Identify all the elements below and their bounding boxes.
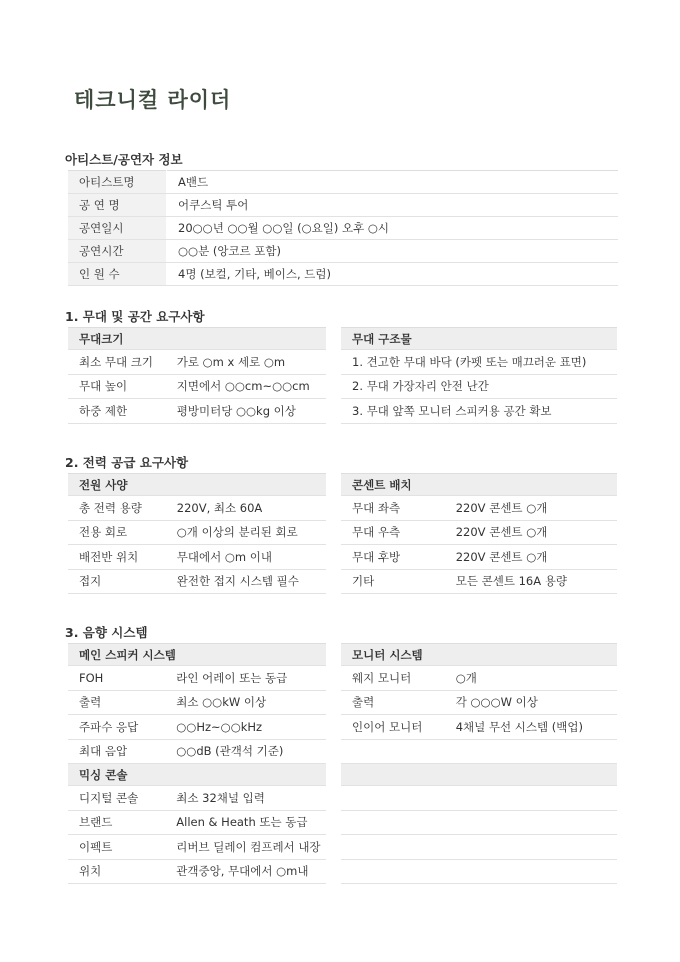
table-row <box>68 399 326 424</box>
row-value: 20○○년 ○○월 ○○일 (○요일) 오후 ○시 <box>167 217 619 240</box>
table-row <box>68 739 326 764</box>
row-value: ○○Hz~○○kHz <box>165 715 326 740</box>
row-value: ○개 이상의 분리된 회로 <box>165 520 326 545</box>
row-label: 인이어 모니터 <box>341 715 444 740</box>
table-row <box>341 666 617 691</box>
stage-structure-table <box>341 327 617 424</box>
table-row <box>68 810 326 835</box>
table-header-row <box>68 644 326 666</box>
row-label: 최대 음압 <box>68 739 165 764</box>
row-label: 무대 후방 <box>341 545 444 570</box>
sound-heading: 3. 음향 시스템 <box>65 625 148 640</box>
table-row <box>341 786 617 811</box>
row-value: 리버브 딜레이 컴프레서 내장 <box>165 835 326 860</box>
table-row <box>68 263 618 286</box>
artist-info-table <box>68 170 618 286</box>
table-header: 무대 구조물 <box>341 328 617 350</box>
stage-heading: 1. 무대 및 공간 요구사항 <box>65 309 205 324</box>
row-value: 220V 콘센트 ○개 <box>444 496 617 521</box>
table-row <box>341 569 617 594</box>
document-title: 테크니컬 라이더 <box>74 88 232 112</box>
row-label: 주파수 응답 <box>68 715 165 740</box>
table-header: 믹싱 콘솔 <box>68 764 326 786</box>
row-label: 위치 <box>68 859 165 884</box>
table-row <box>341 739 617 764</box>
table-header-row <box>68 328 326 350</box>
row-label: 공연시간 <box>68 240 167 263</box>
row-value: 가로 ○m x 세로 ○m <box>165 350 326 375</box>
row-label: 접지 <box>68 569 165 594</box>
power-heading: 2. 전력 공급 요구사항 <box>65 455 189 470</box>
power-spec-table <box>68 473 326 594</box>
row-value: 4명 (보컬, 기타, 베이스, 드럼) <box>167 263 619 286</box>
table-row <box>68 835 326 860</box>
row-value: 관객중앙, 무대에서 ○m내 <box>165 859 326 884</box>
row-label: 공 연 명 <box>68 194 167 217</box>
row-label: 최소 무대 크기 <box>68 350 165 375</box>
table-header: 전원 사양 <box>68 474 326 496</box>
main-speaker-table <box>68 643 326 884</box>
table-row <box>68 194 618 217</box>
table-header: 콘센트 배치 <box>341 474 617 496</box>
list-item: 2. 무대 가장자리 안전 난간 <box>341 374 617 399</box>
row-value: ○개 <box>444 666 617 691</box>
table-row <box>68 520 326 545</box>
table-row <box>341 399 617 424</box>
table-row <box>68 569 326 594</box>
table-header-row <box>341 474 617 496</box>
row-value: 220V 콘센트 ○개 <box>444 520 617 545</box>
row-label: 전용 회로 <box>68 520 165 545</box>
table-header-row <box>68 474 326 496</box>
table-row <box>68 545 326 570</box>
row-value: 완전한 접지 시스템 필수 <box>165 569 326 594</box>
table-row <box>68 715 326 740</box>
table-row <box>341 520 617 545</box>
table-row <box>341 350 617 375</box>
row-value: ○○dB (관객석 기준) <box>165 739 326 764</box>
list-item: 1. 견고한 무대 바닥 (카펫 또는 매끄러운 표면) <box>341 350 617 375</box>
table-header-row <box>68 764 326 786</box>
table-row <box>341 810 617 835</box>
row-label: 공연일시 <box>68 217 167 240</box>
row-label: 총 전력 용량 <box>68 496 165 521</box>
row-value: 라인 어레이 또는 동급 <box>165 666 326 691</box>
table-header-row <box>341 328 617 350</box>
row-value: 모든 콘센트 16A 용량 <box>444 569 617 594</box>
row-value: 어쿠스틱 투어 <box>167 194 619 217</box>
table-header: 무대크기 <box>68 328 326 350</box>
table-row <box>341 835 617 860</box>
row-value: ○○분 (앙코르 포함) <box>167 240 619 263</box>
row-label: 출력 <box>68 690 165 715</box>
table-row <box>68 496 326 521</box>
row-value: 최소 32채널 입력 <box>165 786 326 811</box>
stage-size-table <box>68 327 326 424</box>
table-row <box>68 171 618 194</box>
row-label: 배전반 위치 <box>68 545 165 570</box>
row-value: Allen & Heath 또는 동급 <box>165 810 326 835</box>
row-label: 브랜드 <box>68 810 165 835</box>
table-row <box>341 715 617 740</box>
row-label: 아티스트명 <box>68 171 167 194</box>
row-value: 220V, 최소 60A <box>165 496 326 521</box>
row-label: 하중 제한 <box>68 399 165 424</box>
row-label: 출력 <box>341 690 444 715</box>
outlet-placement-table <box>341 473 617 594</box>
row-label: 기타 <box>341 569 444 594</box>
row-value: 평방미터당 ○○kg 이상 <box>165 399 326 424</box>
table-header: 모니터 시스템 <box>341 644 617 666</box>
table-row <box>68 217 618 240</box>
table-row <box>68 240 618 263</box>
row-label: 이펙트 <box>68 835 165 860</box>
row-value: A밴드 <box>167 171 619 194</box>
table-header-row <box>341 644 617 666</box>
table-row <box>68 666 326 691</box>
table-row <box>341 545 617 570</box>
table-row <box>341 374 617 399</box>
table-header-row <box>341 764 617 786</box>
table-row <box>68 786 326 811</box>
row-label: FOH <box>68 666 165 691</box>
table-row <box>68 690 326 715</box>
row-value: 4채널 무선 시스템 (백업) <box>444 715 617 740</box>
table-row <box>341 859 617 884</box>
row-value: 무대에서 ○m 이내 <box>165 545 326 570</box>
row-label: 인 원 수 <box>68 263 167 286</box>
row-value: 최소 ○○kW 이상 <box>165 690 326 715</box>
row-label: 무대 좌측 <box>341 496 444 521</box>
table-row <box>68 859 326 884</box>
table-row <box>341 690 617 715</box>
row-label: 무대 높이 <box>68 374 165 399</box>
row-value: 각 ○○○W 이상 <box>444 690 617 715</box>
row-label: 무대 우측 <box>341 520 444 545</box>
artist-info-heading: 아티스트/공연자 정보 <box>65 152 183 167</box>
row-value: 지면에서 ○○cm~○○cm <box>165 374 326 399</box>
monitor-system-table <box>341 643 617 884</box>
row-label: 웨지 모니터 <box>341 666 444 691</box>
table-row <box>341 496 617 521</box>
list-item: 3. 무대 앞쪽 모니터 스피커용 공간 확보 <box>341 399 617 424</box>
table-header: 메인 스피커 시스템 <box>68 644 326 666</box>
row-label: 디지털 콘솔 <box>68 786 165 811</box>
row-value: 220V 콘센트 ○개 <box>444 545 617 570</box>
table-row <box>68 350 326 375</box>
table-row <box>68 374 326 399</box>
